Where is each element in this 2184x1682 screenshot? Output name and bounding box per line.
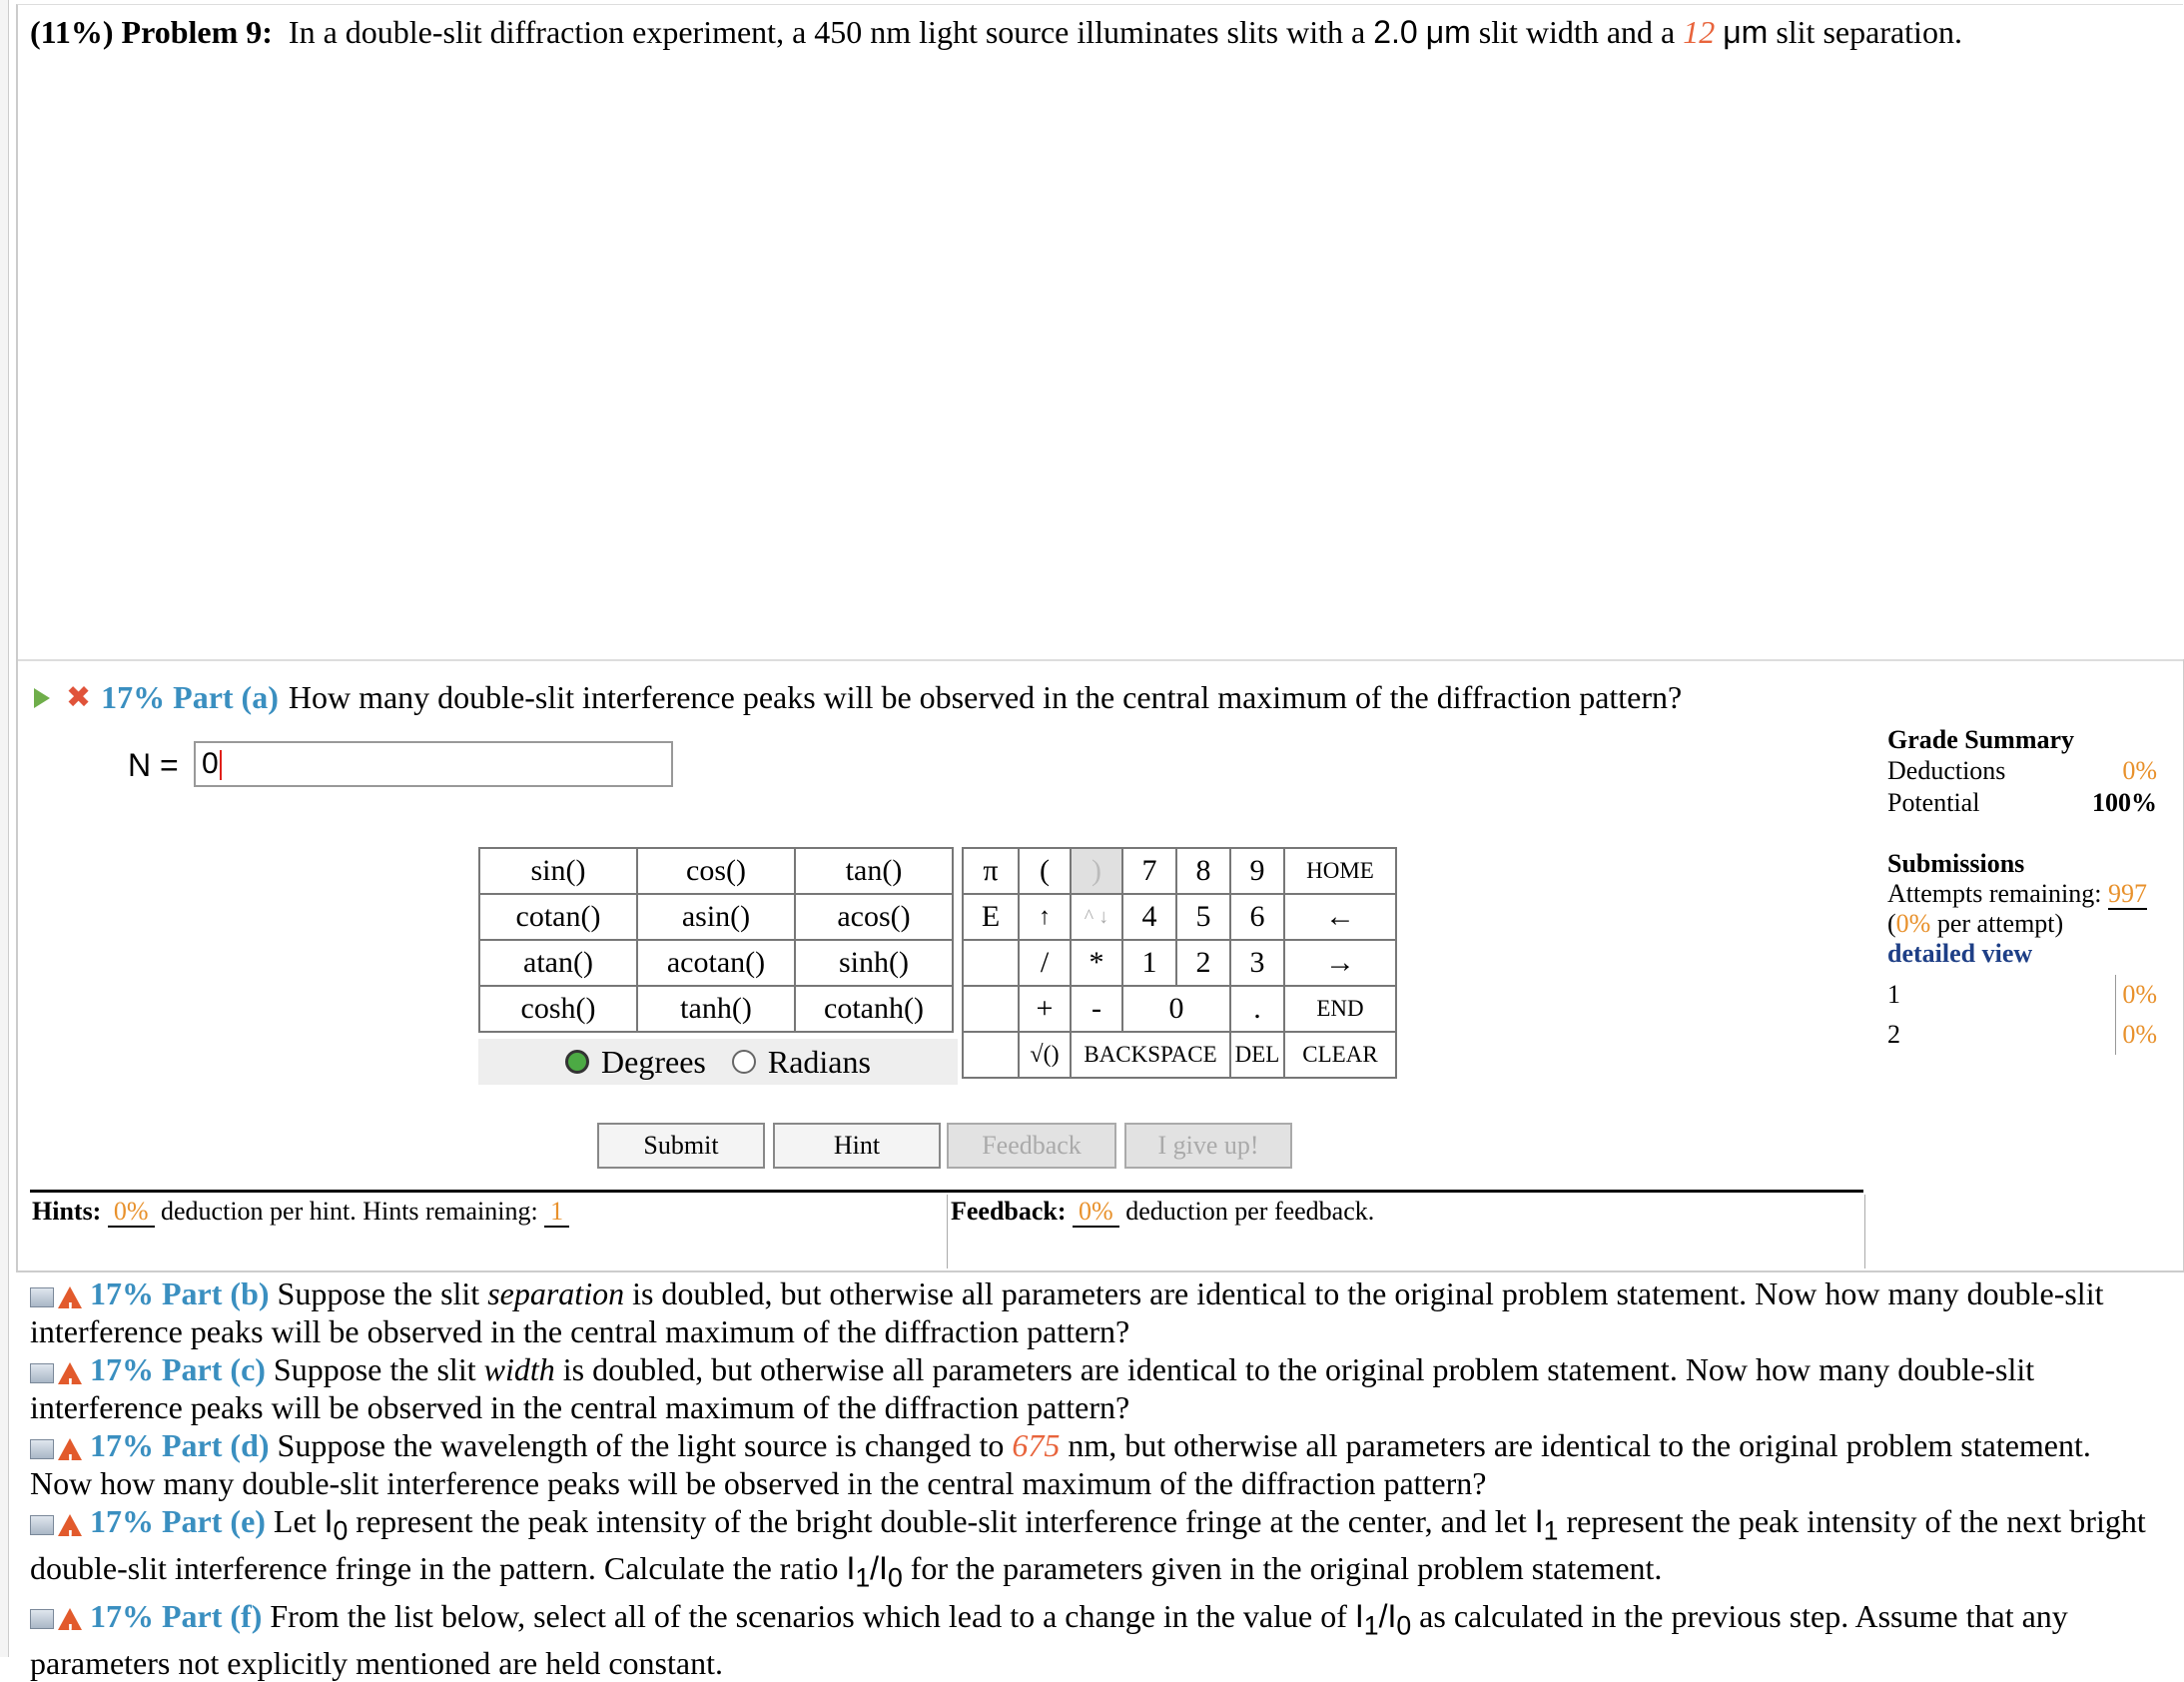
key-clear[interactable]: CLEAR <box>1284 1032 1396 1078</box>
symbol-sub: 0 <box>1396 1610 1412 1641</box>
expand-panel-icon[interactable] <box>30 1439 54 1459</box>
per-attempt-open: ( <box>1887 909 1896 938</box>
attempts-label: Attempts remaining: <box>1887 879 2102 908</box>
submission-number: 1 <box>1887 980 1900 1009</box>
key-up[interactable]: ↑ <box>1019 894 1071 940</box>
symbol-sub: 0 <box>333 1515 349 1546</box>
key-plus[interactable]: + <box>1019 986 1071 1032</box>
key-cotanh[interactable]: cotanh() <box>795 986 953 1032</box>
key-0[interactable]: 0 <box>1122 986 1230 1032</box>
part-b-item[interactable] <box>30 1274 2157 1350</box>
part-c-item[interactable] <box>30 1350 2157 1426</box>
key-home[interactable]: HOME <box>1284 848 1396 894</box>
key-tanh[interactable]: tanh() <box>637 986 795 1032</box>
separation-unit: μm <box>1723 14 1769 50</box>
per-attempt-value: 0% <box>1895 909 1931 938</box>
part-d-label: 17% Part (d) <box>90 1427 270 1463</box>
feedback-deduction: 0% <box>1073 1197 1119 1228</box>
part-f-text-2: as calculated in the previous step. Assume that any parameters not explicitly mentioned are held constant. <box>30 1597 2068 1682</box>
warning-icon <box>58 1514 82 1536</box>
angle-mode-selector <box>478 1039 958 1085</box>
grade-summary-title: Grade Summary <box>1887 725 2075 754</box>
key-sin[interactable]: sin() <box>479 848 637 894</box>
hints-label: Hints: <box>32 1197 102 1226</box>
key-cotan[interactable]: cotan() <box>479 894 637 940</box>
feedback-info <box>951 1197 1374 1227</box>
key-caret[interactable] <box>1071 894 1122 940</box>
warning-icon <box>58 1438 82 1460</box>
part-e-text-4: for the parameters given in the original problem statement. <box>910 1550 1663 1587</box>
key-3[interactable]: 3 <box>1230 940 1284 986</box>
grade-panel <box>1887 725 2157 1055</box>
part-d-text-post: nm, but otherwise all parameters are identical to the original problem statement. Now how many double-slit interference peaks will be observed in the central maximum of the diffraction pattern? <box>30 1427 2091 1501</box>
part-d-wavelength: 675 <box>1012 1427 1061 1463</box>
symbol-sub: 1 <box>1363 1610 1379 1641</box>
problem-percent: (11%) <box>30 14 114 50</box>
feedback-label: Feedback: <box>951 1197 1067 1226</box>
problem-statement <box>30 14 1962 51</box>
key-cos[interactable]: cos() <box>637 848 795 894</box>
key-backspace[interactable]: BACKSPACE <box>1071 1032 1230 1078</box>
text-caret <box>220 750 222 780</box>
submission-row <box>1887 1015 2157 1055</box>
key-e[interactable]: E <box>963 894 1019 940</box>
feedback-button[interactable]: Feedback <box>947 1123 1116 1169</box>
key-7[interactable]: 7 <box>1122 848 1176 894</box>
part-e-text-2: represent the peak intensity of the bright double-slit interference fringe at the center, and let <box>356 1503 1527 1539</box>
problem-label: Problem 9: <box>121 14 273 50</box>
part-b-text: Suppose the slit <box>277 1275 480 1311</box>
part-f-item[interactable] <box>30 1597 2157 1682</box>
symbol-i: I <box>846 1550 856 1587</box>
symbol-i: I <box>879 1550 888 1587</box>
potential-row <box>1887 787 2157 819</box>
problem-text-mid: slit width and a <box>1478 14 1676 50</box>
part-c-text: Suppose the slit <box>273 1351 476 1387</box>
deductions-label: Deductions <box>1887 756 2006 785</box>
part-c-emphasis: width <box>483 1351 555 1387</box>
part-c-label: 17% Part (c) <box>90 1351 266 1387</box>
key-del[interactable]: DEL <box>1230 1032 1284 1078</box>
key-slash[interactable]: / <box>1019 940 1071 986</box>
degrees-radio[interactable] <box>565 1050 589 1074</box>
expand-panel-icon[interactable] <box>30 1363 54 1383</box>
symbol-sub: 0 <box>887 1562 903 1593</box>
submission-number: 2 <box>1887 1020 1900 1049</box>
key-acos[interactable]: acos() <box>795 894 953 940</box>
key-8[interactable]: 8 <box>1176 848 1230 894</box>
expand-arrow-icon[interactable] <box>34 688 50 708</box>
hints-remaining: 1 <box>544 1197 569 1228</box>
potential-label: Potential <box>1887 788 1980 817</box>
problem-frame <box>16 4 2183 661</box>
detailed-view-link[interactable]: detailed view <box>1887 939 2033 968</box>
submission-value: 0% <box>2115 1015 2157 1055</box>
key-down-label: ↓ <box>1098 905 1109 928</box>
part-a-question: How many double-slit interference peaks will be observed in the central maximum of the diffraction pattern? <box>288 679 1683 715</box>
part-b-label: 17% Part (b) <box>90 1275 270 1311</box>
deductions-row <box>1887 755 2157 787</box>
key-sinh[interactable]: sinh() <box>795 940 953 986</box>
key-sqrt[interactable]: √() <box>1019 1032 1071 1078</box>
key-asin[interactable]: asin() <box>637 894 795 940</box>
key-caret-label: ^ <box>1084 905 1094 928</box>
key-1[interactable]: 1 <box>1122 940 1176 986</box>
key-end[interactable]: END <box>1284 986 1396 1032</box>
part-e-item[interactable] <box>30 1502 2157 1597</box>
hint-button[interactable]: Hint <box>773 1123 941 1169</box>
key-right-arrow[interactable]: → <box>1284 940 1396 986</box>
part-a-header <box>34 679 1682 716</box>
key-blank-1 <box>963 940 1019 986</box>
feedback-text: deduction per feedback. <box>1125 1197 1375 1226</box>
attempts-line <box>1887 879 2157 909</box>
key-pi[interactable]: π <box>963 848 1019 894</box>
hint-deduction: 0% <box>108 1197 155 1228</box>
deductions-value: 0% <box>2122 756 2157 785</box>
per-attempt-text: per attempt) <box>1936 909 2064 938</box>
part-a-label: 17% Part (a) <box>101 679 279 715</box>
symbol-sub: 1 <box>855 1562 871 1593</box>
submit-button[interactable]: Submit <box>597 1123 765 1169</box>
expand-panel-icon[interactable] <box>30 1609 54 1629</box>
answer-variable-label: N = <box>128 747 179 783</box>
key-atan[interactable]: atan() <box>479 940 637 986</box>
radians-radio[interactable] <box>732 1050 756 1074</box>
part-f-text-1: From the list below, select all of the scenarios which lead to a change in the value of <box>270 1597 1347 1634</box>
separation-value: 12 <box>1683 14 1716 50</box>
part-c-text-post: is doubled, but otherwise all parameters are identical to the original problem statement. Now how many double-slit interference peaks will be observed in the central maximum of the diffraction pattern? <box>30 1351 2035 1425</box>
incorrect-x-icon: ✖ <box>66 679 92 715</box>
submission-value: 0% <box>2115 975 2157 1015</box>
key-dot[interactable]: . <box>1230 986 1284 1032</box>
answer-input-value: 0 <box>202 747 219 780</box>
key-acotan[interactable]: acotan() <box>637 940 795 986</box>
keypad <box>962 847 1397 1079</box>
remaining-parts <box>30 1274 2157 1682</box>
key-2[interactable]: 2 <box>1176 940 1230 986</box>
attempts-value: 997 <box>2107 879 2147 908</box>
slit-width-value: 2.0 <box>1373 14 1418 50</box>
key-blank-3 <box>963 1032 1019 1078</box>
problem-text-pre: In a double-slit diffraction experiment, a 450 nm light source illuminates slits with a <box>288 14 1366 50</box>
warning-icon <box>58 1608 82 1630</box>
symbol-i: I <box>1354 1597 1364 1634</box>
ratio-slash: / <box>1378 1597 1388 1634</box>
key-star[interactable]: * <box>1071 940 1122 986</box>
part-e-label: 17% Part (e) <box>90 1503 266 1539</box>
part-d-item[interactable] <box>30 1426 2157 1502</box>
key-left-arrow[interactable]: ← <box>1284 894 1396 940</box>
submission-row <box>1887 975 2157 1015</box>
key-tan[interactable]: tan() <box>795 848 953 894</box>
key-rparen[interactable]: ) <box>1071 848 1122 894</box>
submissions-title: Submissions <box>1887 849 2025 878</box>
key-5[interactable]: 5 <box>1176 894 1230 940</box>
degrees-label: Degrees <box>601 1043 706 1080</box>
symbol-i: I <box>324 1503 334 1539</box>
key-minus[interactable]: - <box>1071 986 1122 1032</box>
part-e-text-3: represent the peak intensity of the next bright double-slit interference fringe in the pattern. Calculate the ratio <box>30 1503 2146 1587</box>
symbol-i: I <box>1387 1597 1397 1634</box>
ratio-slash: / <box>870 1550 880 1587</box>
part-e-text-1: Let <box>273 1503 317 1539</box>
give-up-button[interactable]: I give up! <box>1124 1123 1292 1169</box>
key-4[interactable]: 4 <box>1122 894 1176 940</box>
hints-text: deduction per hint. Hints remaining: <box>161 1197 538 1226</box>
hints-info <box>32 1197 569 1227</box>
part-d-text: Suppose the wavelength of the light source is changed to <box>277 1427 1005 1463</box>
key-6[interactable]: 6 <box>1230 894 1284 940</box>
left-rule <box>0 0 9 1657</box>
per-attempt-line <box>1887 909 2157 939</box>
key-cosh[interactable]: cosh() <box>479 986 637 1032</box>
key-9[interactable]: 9 <box>1230 848 1284 894</box>
part-f-label: 17% Part (f) <box>90 1597 263 1634</box>
answer-input[interactable] <box>194 741 673 787</box>
radians-label: Radians <box>767 1043 871 1080</box>
part-b-text-post: is doubled, but otherwise all parameters are identical to the original problem statement. Now how many double-slit interference peaks will be observed in the central maximum of the diffraction pattern? <box>30 1275 2104 1349</box>
part-b-emphasis: separation <box>487 1275 625 1311</box>
key-lparen[interactable]: ( <box>1019 848 1071 894</box>
slit-width-unit: μm <box>1425 14 1471 50</box>
symbol-i: I <box>1534 1503 1544 1539</box>
potential-value: 100% <box>2092 788 2157 817</box>
key-blank-2 <box>963 986 1019 1032</box>
expand-panel-icon[interactable] <box>30 1515 54 1535</box>
problem-text-post: slit separation. <box>1776 14 1962 50</box>
expand-panel-icon[interactable] <box>30 1287 54 1307</box>
symbol-sub: 1 <box>1543 1515 1559 1546</box>
warning-icon <box>58 1362 82 1384</box>
hints-divider <box>30 1190 1863 1193</box>
function-keys <box>478 847 954 1033</box>
warning-icon <box>58 1286 82 1308</box>
